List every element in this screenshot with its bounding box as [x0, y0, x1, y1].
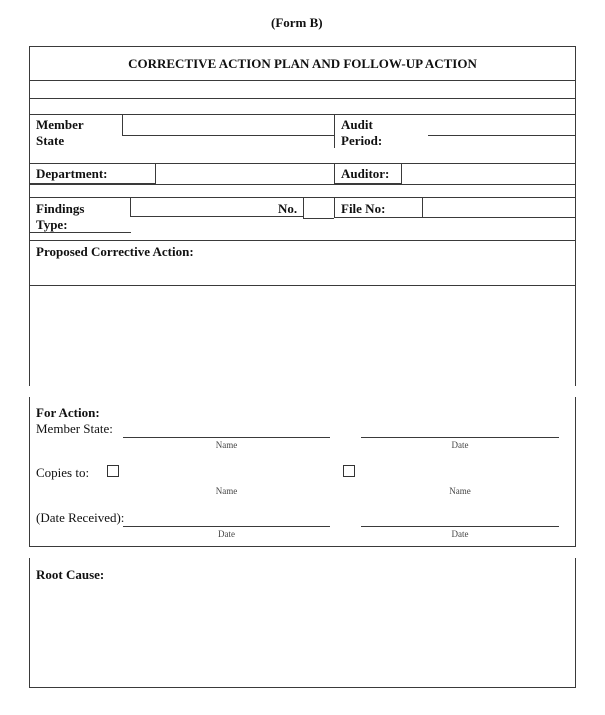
auditor-field[interactable]	[403, 164, 574, 183]
date-caption: Date	[451, 529, 469, 539]
root-cause-right-border	[575, 558, 576, 687]
findings-type-field[interactable]	[131, 198, 271, 216]
findings-type-label-line2: Type:	[36, 217, 68, 232]
member-state-signoff-label: Member State:	[36, 421, 113, 436]
divider	[428, 135, 576, 136]
date-received-line-left[interactable]	[123, 526, 330, 527]
divider	[334, 197, 335, 218]
form-left-border	[29, 46, 30, 386]
form-title: CORRECTIVE ACTION PLAN AND FOLLOW-UP ACTION	[128, 56, 477, 71]
for-action-left-border	[29, 397, 30, 546]
divider	[29, 184, 576, 185]
root-cause-label: Root Cause:	[36, 567, 105, 582]
member-state-date-line[interactable]	[361, 437, 559, 438]
divider	[130, 216, 304, 217]
no-field[interactable]	[304, 198, 333, 217]
proposed-action-field[interactable]	[31, 287, 574, 383]
name-caption: Name	[449, 486, 471, 496]
for-action-right-border	[575, 397, 576, 546]
file-no-field[interactable]	[424, 198, 574, 216]
root-cause-left-border	[29, 558, 30, 687]
findings-type-label-line1: Findings	[36, 201, 85, 216]
for-action-bottom-border	[29, 546, 576, 547]
copies-to-checkbox-left[interactable]	[107, 465, 119, 477]
no-label: No.	[278, 201, 298, 216]
divider	[29, 98, 576, 99]
member-state-label-line2: State	[36, 133, 65, 148]
for-action-heading: For Action:	[36, 405, 100, 420]
audit-period-label-line2: Period:	[341, 133, 383, 148]
root-cause-bottom-border	[29, 687, 576, 688]
date-caption: Date	[218, 529, 235, 539]
root-cause-field[interactable]	[31, 585, 574, 685]
form-top-border	[29, 46, 576, 47]
divider	[401, 163, 402, 184]
audit-period-field[interactable]	[428, 115, 574, 134]
divider	[422, 197, 423, 217]
auditor-label: Auditor:	[341, 166, 390, 181]
name-caption: Name	[215, 440, 238, 450]
date-received-label: (Date Received):	[36, 510, 125, 525]
name-caption: Name	[215, 486, 238, 496]
copies-to-checkbox-right[interactable]	[343, 465, 355, 477]
divider	[29, 80, 576, 81]
member-state-label-line1: Member	[36, 117, 84, 132]
copies-to-label: Copies to:	[36, 465, 90, 480]
date-received-line-right[interactable]	[361, 526, 559, 527]
member-state-field[interactable]	[123, 115, 333, 134]
divider	[334, 114, 335, 148]
proposed-action-label: Proposed Corrective Action:	[36, 244, 194, 259]
form-label: (Form B)	[271, 15, 323, 30]
divider	[122, 135, 334, 136]
member-state-name-line[interactable]	[123, 437, 330, 438]
department-label: Department:	[36, 166, 108, 181]
divider	[29, 240, 576, 241]
audit-period-label-line1: Audit	[341, 117, 373, 132]
divider	[303, 218, 334, 219]
file-no-label: File No:	[341, 201, 386, 216]
divider	[29, 285, 576, 286]
form-right-border	[575, 46, 576, 386]
divider	[29, 232, 131, 233]
divider	[334, 217, 576, 218]
department-field[interactable]	[156, 164, 333, 183]
divider	[334, 163, 335, 184]
date-caption: Date	[451, 440, 469, 450]
